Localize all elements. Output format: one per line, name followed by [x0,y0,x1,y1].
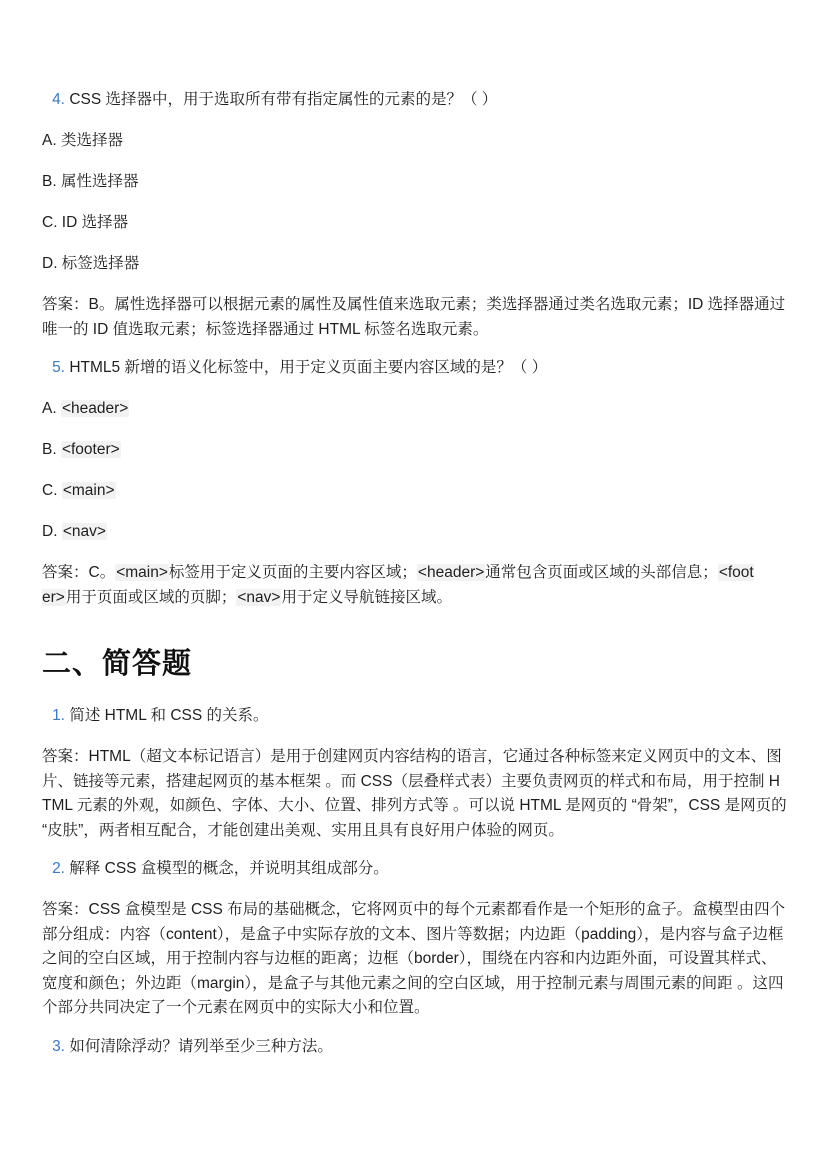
option-prefix: C. [42,482,62,499]
option-prefix: A. [42,400,61,417]
inline-code: <main> [62,482,115,499]
option-b [42,438,787,462]
question-text: 如何清除浮动？请列举至少三种方法。 [69,1037,333,1055]
inline-code: <header> [417,564,485,581]
section-heading: 二、简答题 [42,648,193,680]
question-number: 1. [52,707,65,724]
question-text: 解释 CSS 盒模型的概念，并说明其组成部分。 [69,860,389,877]
inline-code: <main> [116,564,168,581]
option-b: B. 属性选择器 [42,173,139,190]
short-question-2 [42,857,787,881]
answer-4: 答案：B。属性选择器可以根据元素的属性及属性值来选取元素；类选择器通过类名选取元素；ID 选择器通过唯一的 ID 值选取元素；标签选择器通过 HTML 标签名选取元素。 [42,296,786,338]
option-d [42,520,787,544]
answer-text: 标签用于定义页面的主要内容区域； [168,564,417,581]
option-c: C. ID 选择器 [42,214,129,231]
option-a: A. 类选择器 [42,132,123,149]
answer-short-2: 答案：CSS 盒模型是 CSS 布局的基础概念，它将网页中的每个元素都看作是一个矩形的盒子。盒模型由四个部分组成：内容（content），是盒子中实际存放的文本、图片等数据；内边距（padding），是内容与盒子边框之间的空白区域，用于控制内容与边框的距离；边框（border），围绕在内容和内边距外面，可设置其样式、宽度和颜色；外边距（margin），是盒子与其他元素之间的空白区域，用于控制元素与周围元素的间距 。这四个部分共同决定了一个元素在网页中的实际大小和位置。 [42,901,786,1016]
question-number: 2. [52,860,65,877]
answer-text: 用于定义导航链接区域。 [281,588,452,606]
answer-short-1: 答案：HTML（超文本标记语言）是用于创建网页内容结构的语言，它通过各种标签来定义网页中的文本、图片、链接等元素，搭建起网页的基本框架 。而 CSS（层叠样式表）主要负责网页的样式和布局，用于控制 HTML 元素的外观，如颜色、字体、大小、位置、排列方式等 。可以说 HTML 是网页的 “骨架”，CSS 是网页的 “皮肤”，两者相互配合，才能创建出美观、实用且具有良好用户体验的网页。 [42,748,787,839]
inline-code: <nav> [62,523,106,540]
answer-5 [42,561,757,610]
question-number: 3. [52,1037,65,1055]
option-a [42,397,787,421]
inline-code: <footer> [42,564,754,606]
answer-text: 通常包含页面或区域的头部信息； [485,564,718,581]
inline-code: <footer> [61,441,120,458]
option-prefix: B. [42,441,61,458]
document-page [42,88,787,1076]
answer-text: 答案：C。 [42,564,116,581]
question-text: HTML5 新增的语义化标签中，用于定义页面主要内容区域的是？（ ） [69,359,548,376]
short-question-1 [42,704,787,728]
answer-text: 用于页面或区域的页脚； [65,588,237,606]
question-5 [42,356,787,380]
option-c [42,479,787,503]
short-question-3 [42,1035,787,1059]
question-number: 4. [52,91,65,108]
question-number: 5. [52,359,65,376]
option-d: D. 标签选择器 [42,255,140,272]
inline-code: <header> [61,400,129,417]
option-prefix: D. [42,523,62,540]
question-text: 简述 HTML 和 CSS 的关系。 [69,707,269,724]
inline-code: <nav> [237,588,281,606]
question-text: CSS 选择器中，用于选取所有带有指定属性的元素的是？（ ） [69,91,498,108]
question-4 [42,88,787,112]
